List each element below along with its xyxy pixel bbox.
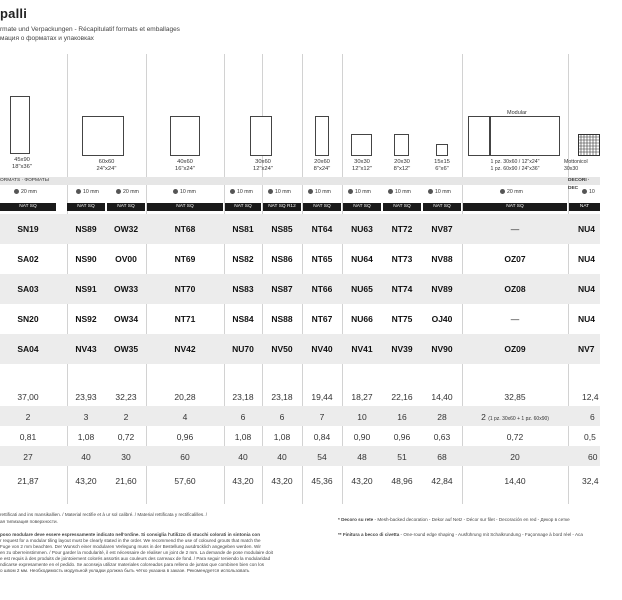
packaging-value: 21,60	[115, 476, 137, 486]
thickness-icon	[500, 189, 505, 194]
packaging-value: 42,84	[431, 476, 453, 486]
thickness-label: 10 mm	[268, 189, 291, 195]
product-code: NU66	[351, 314, 373, 324]
packaging-value: 45,36	[311, 476, 333, 486]
thickness-icon	[268, 189, 273, 194]
code-row	[0, 214, 600, 244]
product-code: NS91	[75, 284, 97, 294]
format-label: 20x30	[394, 159, 410, 165]
format-40x60	[146, 54, 224, 174]
thickness-icon	[348, 189, 353, 194]
format-label: Mottonicol	[564, 159, 588, 165]
product-code: NU63	[351, 224, 373, 234]
product-code: OJ40	[431, 314, 453, 324]
format-label: 1 pz. 30x60 / 12"x24"	[490, 159, 540, 165]
finish-header: NAT SQ	[303, 203, 341, 211]
finish-header: NAT SQ	[423, 203, 461, 211]
section-header-formats: ORMATS · ФОРМАТЫ	[0, 178, 49, 183]
tile-shape	[394, 134, 409, 156]
format-label: 20x60	[314, 159, 330, 165]
footnote: poso modulare deve essere espressamente indicato nell'ordine. Si consiglia l'utilizzo di stucchi colorati in sintonia con	[0, 532, 261, 537]
thickness-label: 10 mm	[76, 189, 99, 195]
product-code: NS87	[271, 284, 293, 294]
format-mosaic	[564, 54, 600, 174]
footnote: o швом 2 мм. Необходимость модульной укладки должна быть чётко указана в заказе. Рекомендуется использовать	[0, 568, 250, 573]
packaging-value: 32,4	[582, 476, 599, 486]
packaging-value: 6	[590, 412, 595, 422]
code-row	[0, 274, 600, 304]
product-code: OW35	[113, 344, 139, 354]
packaging-value: 48	[357, 452, 367, 462]
footnote: ая типизация поверхности.	[0, 519, 58, 524]
format-label: 40x60	[177, 159, 193, 165]
packaging-value: 6	[279, 412, 285, 422]
thickness-label: 10 mm	[348, 189, 371, 195]
code-row	[0, 334, 600, 364]
packaging-value: 68	[437, 452, 447, 462]
format-15x15	[422, 54, 462, 174]
product-code: NS84	[232, 314, 254, 324]
tile-shape	[351, 134, 372, 156]
product-code: NV87	[431, 224, 453, 234]
packaging-value: 40	[81, 452, 91, 462]
packaging-value: 40	[238, 452, 248, 462]
packaging-value: 1,08	[273, 432, 291, 442]
thickness-icon	[173, 189, 178, 194]
section-header	[0, 177, 600, 191]
section-header-decors: DECORI · DEC	[568, 178, 590, 191]
product-code: NU4	[578, 284, 596, 294]
packaging-value: 0,96	[176, 432, 194, 442]
format-45x90	[0, 54, 56, 174]
footnote: e est requis à des produits de jointoiement colorés assortis aux couleurs des carreaux de fond. / Para seguir teniendo la modularidad	[0, 556, 271, 561]
footnote-decor-mesh: * Decoro su rete - Mesh-backed decoration - Dekor auf Netz - Décor sur filet - Decoración en red - Декор в сетке	[338, 517, 570, 522]
footnote-edge-finish: ** Finitura a becco di civetta - One-round edge shaping - Ausführung mit Schalkrundung - Façonnage à bord réel - Aca	[338, 532, 583, 537]
format-modular	[462, 54, 568, 174]
packaging-value: 2	[25, 412, 31, 422]
packaging-value: 60	[588, 452, 598, 462]
packaging-value: 20	[510, 452, 520, 462]
product-code: NT67	[311, 314, 333, 324]
product-code: SN19	[17, 224, 39, 234]
finish-header: NAT SQ	[383, 203, 421, 211]
thickness-icon	[582, 189, 587, 194]
packaging-value: 6	[240, 412, 246, 422]
tile-shape	[82, 116, 124, 156]
packaging-value: 0,84	[313, 432, 331, 442]
product-code: SA02	[17, 254, 39, 264]
thickness-label: 10 mm	[308, 189, 331, 195]
product-code: NV88	[431, 254, 453, 264]
product-code: NV39	[391, 344, 413, 354]
format-label: 15x15	[434, 159, 450, 165]
product-code: NT68	[174, 224, 196, 234]
packaging-value: 1,08	[234, 432, 252, 442]
packaging-value: 51	[397, 452, 407, 462]
format-inch-label: 1 pz. 60x90 / 24"x36"	[490, 166, 540, 172]
packaging-value: 0,81	[19, 432, 37, 442]
format-inch-label: 18"x36"	[12, 164, 32, 170]
format-label: 45x90	[14, 157, 30, 163]
product-code: NS88	[271, 314, 293, 324]
packaging-value: 32,85	[504, 392, 526, 402]
footnote: r request for a modular tiling layout must be clearly stated in the order. We recommend the use of coloured grouts that match the	[0, 538, 261, 543]
thickness-icon	[116, 189, 121, 194]
packaging-value: 22,16	[391, 392, 413, 402]
product-code: SN20	[17, 314, 39, 324]
page-title: palli	[0, 6, 28, 21]
format-inch-label: 6"x6"	[435, 166, 449, 172]
product-code: NT71	[174, 314, 196, 324]
product-code: NV50	[271, 344, 293, 354]
thickness-label: 10 mm	[388, 189, 411, 195]
product-code: NV40	[311, 344, 333, 354]
thickness-icon	[76, 189, 81, 194]
format-inch-label: 24"x24"	[96, 166, 117, 172]
footnote: rettificati and ins mansikallien. / Material rectifie et à ur sol calibré. / Material rettificata y rectificalilles. /	[0, 512, 208, 517]
packaging-value: 0,72	[506, 432, 524, 442]
packaging-value: 20,28	[174, 392, 196, 402]
product-code: OZ08	[504, 284, 526, 294]
packaging-row	[0, 386, 600, 406]
page-subtitle-ru: мация о форматах и упаковках	[0, 35, 94, 42]
product-code: NV42	[174, 344, 196, 354]
packaging-value: 1,08	[77, 432, 95, 442]
packaging-value: 30	[121, 452, 131, 462]
product-code: NT72	[391, 224, 413, 234]
product-code: NT73	[391, 254, 413, 264]
packaging-value: 10	[357, 412, 367, 422]
product-code: NV90	[431, 344, 453, 354]
format-20x30	[382, 54, 422, 174]
finish-header: NAT SQ	[0, 203, 56, 211]
footnote: ndicarse expresamente en el pedido. Se aconseja utilizar materiales coloreados para relleno de juntas que combinen bien con los	[0, 562, 265, 567]
product-code: NU4	[578, 314, 596, 324]
product-code: NS82	[232, 254, 254, 264]
product-code: NU70	[232, 344, 254, 354]
packaging-value: 19,44	[311, 392, 333, 402]
tile-shape	[468, 116, 490, 156]
thickness-label: 20 mm	[14, 189, 37, 195]
packaging-value: 23,18	[232, 392, 254, 402]
packaging-value: 2	[123, 412, 129, 422]
packaging-value: 27	[23, 452, 33, 462]
product-code: —	[510, 314, 520, 324]
format-inch-label: 12"x12"	[352, 166, 372, 172]
product-code: NT75	[391, 314, 413, 324]
finish-header: NAT SQ	[343, 203, 381, 211]
pieces-note: (1 pz. 30x60 + 1 pz. 60x90)	[488, 416, 549, 422]
product-code: NV43	[75, 344, 97, 354]
format-30x30	[342, 54, 382, 174]
packaging-value: 60	[180, 452, 190, 462]
thickness-icon	[230, 189, 235, 194]
packaging-value: 14,40	[431, 392, 453, 402]
packaging-value: 16	[397, 412, 407, 422]
product-code: NS92	[75, 314, 97, 324]
product-code: NT74	[391, 284, 413, 294]
tile-shape	[170, 116, 200, 156]
tile-shape	[10, 96, 30, 154]
packaging-value: 23,93	[75, 392, 97, 402]
product-code: NV7	[578, 344, 595, 354]
finish-header: NAT SQ	[107, 203, 145, 211]
packaging-value: 0,96	[393, 432, 411, 442]
tile-shape	[315, 116, 329, 156]
product-code: NT69	[174, 254, 196, 264]
product-code: NV41	[351, 344, 373, 354]
packaging-value: 21,87	[17, 476, 39, 486]
format-inch-label: 8"x24"	[313, 166, 331, 172]
packaging-value: 40	[277, 452, 287, 462]
thickness-icon	[388, 189, 393, 194]
thickness-label: 10	[582, 189, 595, 195]
packaging-value: 43,20	[75, 476, 97, 486]
packaging-value: 2 (1 pz. 30x60 + 1 pz. 60x90)	[481, 412, 549, 422]
packaging-value: 0,72	[117, 432, 135, 442]
product-code: NT70	[174, 284, 196, 294]
product-code: OZ07	[504, 254, 526, 264]
finish-header: NAT SQ	[225, 203, 261, 211]
thickness-label: 10 mm	[230, 189, 253, 195]
finish-header: NAT	[569, 203, 600, 211]
thickness-icon	[14, 189, 19, 194]
product-code: OW34	[113, 314, 139, 324]
product-code: OW33	[113, 284, 139, 294]
product-code: NT64	[311, 224, 333, 234]
product-code: NV89	[431, 284, 453, 294]
packaging-value: 57,60	[174, 476, 196, 486]
product-code: NT65	[311, 254, 333, 264]
format-label: 60x60	[98, 159, 115, 165]
packaging-value: 3	[83, 412, 89, 422]
product-code: SA04	[17, 344, 39, 354]
footnote: Fuge von 2 mm beachten. Der Wunsch einer modularen Verlegung muss in der Bestellung ausdrücklich angegeben werden. Wir	[0, 544, 261, 549]
packaging-value: 18,27	[351, 392, 373, 402]
packaging-value: 23,18	[271, 392, 293, 402]
packaging-value: 43,20	[351, 476, 373, 486]
format-inch-label: 30x30	[564, 166, 579, 172]
page-subtitle: rmate und Verpackungen - Récapitulatif formats et emballages	[0, 26, 180, 33]
product-code: NS85	[271, 224, 293, 234]
thickness-label: 20 mm	[116, 189, 139, 195]
packaging-value: 37,00	[17, 392, 39, 402]
packaging-value: 7	[319, 412, 325, 422]
finish-header: NAT SQ	[147, 203, 223, 211]
product-code: NS90	[75, 254, 97, 264]
product-code: NS86	[271, 254, 293, 264]
packaging-value: 0,5	[584, 432, 596, 442]
format-label: 30x60	[255, 159, 271, 165]
finish-header: NAT SQ	[463, 203, 567, 211]
mosaic-grid-icon	[578, 134, 600, 156]
packaging-value: 28	[437, 412, 447, 422]
thickness-label: 20 mm	[500, 189, 523, 195]
code-row	[0, 304, 600, 334]
packaging-row	[0, 446, 600, 466]
packaging-value: 14,40	[504, 476, 526, 486]
format-inch-label: 8"x12"	[393, 166, 411, 172]
packaging-value: 0,90	[353, 432, 371, 442]
packaging-row	[0, 470, 600, 490]
product-code: NU4	[578, 254, 596, 264]
tile-shape	[436, 144, 448, 156]
code-row	[0, 244, 600, 274]
product-code: OZ09	[504, 344, 526, 354]
modular-label: Modular	[507, 110, 527, 116]
format-60x60	[67, 54, 146, 174]
product-code: —	[510, 224, 520, 234]
thickness-icon	[428, 189, 433, 194]
product-code: NU4	[578, 224, 596, 234]
finish-header: NAT SQ R12	[263, 203, 301, 211]
product-code: OW32	[113, 224, 139, 234]
thickness-label: 10 mm	[173, 189, 196, 195]
product-code: NU65	[351, 284, 373, 294]
product-code: SA03	[17, 284, 39, 294]
packaging-value: 54	[317, 452, 327, 462]
format-20x60	[302, 54, 342, 174]
thickness-label: 10 mm	[428, 189, 451, 195]
packaging-value: 43,20	[271, 476, 293, 486]
thickness-icon	[308, 189, 313, 194]
packaging-value: 4	[182, 412, 188, 422]
packaging-row	[0, 406, 600, 426]
tile-shape	[490, 116, 560, 156]
packaging-value: 12,4	[582, 392, 599, 402]
product-code: NU64	[351, 254, 373, 264]
format-inch-label: 12"x24"	[253, 166, 273, 172]
product-code: NT66	[311, 284, 333, 294]
product-code: NS83	[232, 284, 254, 294]
format-30x60	[224, 54, 302, 174]
footnote: en zu überreinstimmen. / Pour garder la modularité, il est nécessaire de réaliser un joint de 2 mm. La demande de pose modulaire doit	[0, 550, 273, 555]
product-code: NS81	[232, 224, 254, 234]
packaging-value: 32,23	[115, 392, 137, 402]
packaging-value: 0,63	[433, 432, 451, 442]
tile-shape	[250, 116, 272, 156]
packaging-row	[0, 426, 600, 446]
format-inch-label: 16"x24"	[175, 166, 195, 172]
packaging-value: 48,96	[391, 476, 413, 486]
finish-header: NAT SQ	[67, 203, 105, 211]
format-label: 30x30	[354, 159, 370, 165]
product-code: OV00	[115, 254, 137, 264]
product-code: NS89	[75, 224, 97, 234]
packaging-value: 43,20	[232, 476, 254, 486]
